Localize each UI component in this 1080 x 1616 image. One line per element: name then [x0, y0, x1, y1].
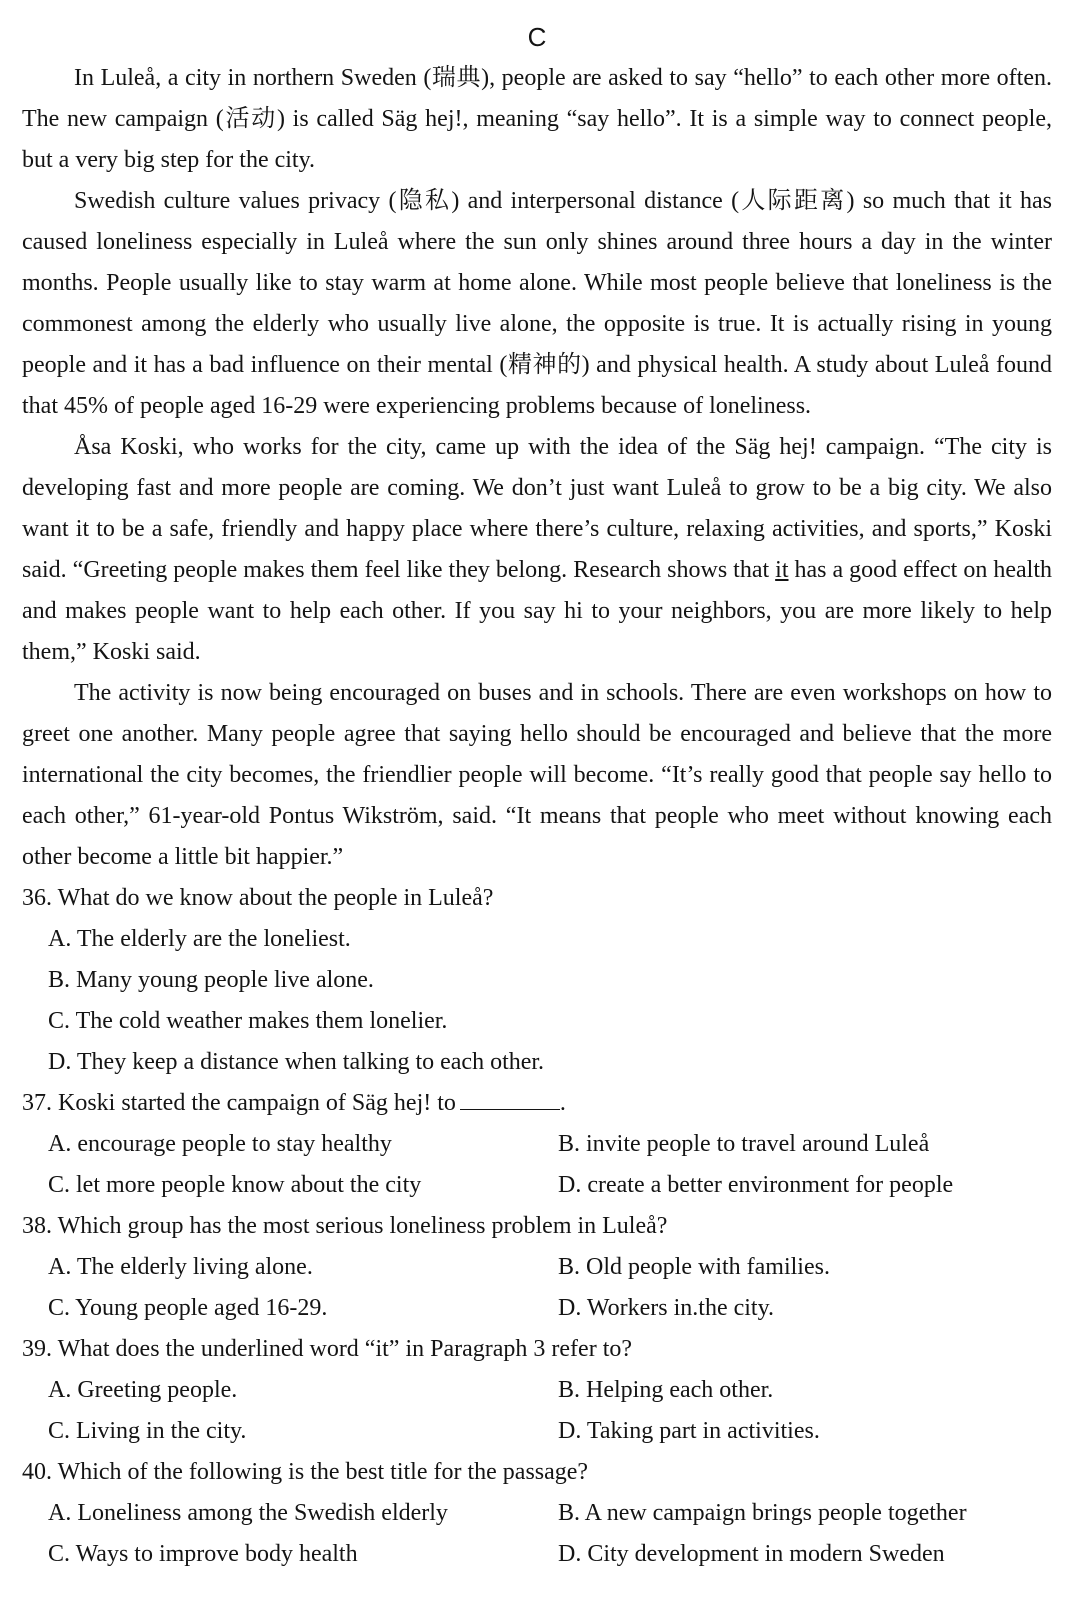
question-36-option-d[interactable]: D. They keep a distance when talking to each other.	[48, 1049, 545, 1075]
paragraph-3-text-after: has a good effect on health and makes people want to help each other. If you say hi to your neighbors, you are more likely to help them,” Koski said.	[22, 557, 1052, 665]
answer-blank	[460, 1089, 560, 1110]
question-37-option-c[interactable]: C. let more people know about the city	[48, 1172, 422, 1198]
question-37-stem-line	[22, 1083, 1052, 1124]
question-38-option-d[interactable]: D. Workers in.the city.	[558, 1295, 775, 1321]
question-38	[22, 1206, 1052, 1329]
question-39-option-b[interactable]: B. Helping each other.	[558, 1377, 774, 1403]
question-36-option-c[interactable]: C. The cold weather makes them lonelier.	[48, 1008, 448, 1034]
question-40-option-b[interactable]: B. A new campaign brings people together	[558, 1500, 967, 1526]
question-40-option-d[interactable]: D. City development in modern Sweden	[558, 1541, 945, 1567]
passage-paragraph-4: The activity is now being encouraged on buses and in schools. There are even workshops on how to greet one another. Many people agree that saying hello should be encouraged and believe that the more international the city becomes, the friendlier people will become. “It’s really good that people say hello to each other,” 61-year-old Pontus Wikström, said. “It means that people who meet without knowing each other become a little bit happier.”	[22, 680, 1052, 870]
passage-paragraph-2: Swedish culture values privacy (隐私) and interpersonal distance (人际距离) so much that it has caused loneliness especially in Luleå where the sun only shines around three hours a day in the winter months. People usually like to stay warm at home alone. While most people believe that loneliness is the commonest among the elderly who usually live alone, the opposite is true. It is actually rising in young people and it has a bad influence on their mental (精神的) and physical health. A study about Luleå found that 45% of people aged 16-29 were experiencing problems because of loneliness.	[22, 188, 1052, 419]
question-38-option-b[interactable]: B. Old people with families.	[558, 1254, 830, 1280]
question-40-option-a[interactable]: A. Loneliness among the Swedish elderly	[48, 1500, 448, 1526]
question-37-option-d[interactable]: D. create a better environment for people	[558, 1172, 954, 1198]
question-39	[22, 1329, 1052, 1452]
question-38-stem: 38. Which group has the most serious loneliness problem in Luleå?	[22, 1213, 668, 1239]
underlined-word-it: it	[775, 557, 789, 583]
question-40-options	[22, 1493, 1052, 1575]
passage-paragraph-1: In Luleå, a city in northern Sweden (瑞典), people are asked to say “hello” to each other more often. The new campaign (活动) is called Säg hej!, meaning “say hello”. It is a simple way to connect people, but a very big step for the city.	[22, 65, 1052, 173]
question-36-option-b[interactable]: B. Many young people live alone.	[48, 967, 374, 993]
question-40-stem: 40. Which of the following is the best title for the passage?	[22, 1459, 589, 1485]
question-37-options	[22, 1124, 1052, 1206]
passage-paragraph-3	[22, 427, 1052, 673]
question-39-option-d[interactable]: D. Taking part in activities.	[558, 1418, 820, 1444]
question-38-options	[22, 1247, 1052, 1329]
question-37-stem-end: .	[559, 1090, 566, 1116]
question-36-option-a[interactable]: A. The elderly are the loneliest.	[48, 926, 351, 952]
question-37-option-a[interactable]: A. encourage people to stay healthy	[48, 1131, 392, 1157]
question-36	[22, 878, 1052, 1083]
paragraph-3-text-before: Åsa Koski, who works for the city, came up with the idea of the Säg hej! campaign. “The city is developing fast and more people are coming. We don’t just want Luleå to grow to be a big city. We also want it to be a safe, friendly and happy place where there’s culture, relaxing activities, and sports,” Koski said. “Greeting people makes them feel like they belong. Research shows that	[22, 434, 1052, 583]
section-letter: C	[527, 22, 547, 52]
question-37-option-b[interactable]: B. invite people to travel around Luleå	[558, 1131, 930, 1157]
question-39-option-c[interactable]: C. Living in the city.	[48, 1418, 247, 1444]
question-38-option-a[interactable]: A. The elderly living alone.	[48, 1254, 313, 1280]
question-36-options	[22, 919, 1052, 1083]
question-39-stem: 39. What does the underlined word “it” in Paragraph 3 refer to?	[22, 1336, 633, 1362]
question-39-option-a[interactable]: A. Greeting people.	[48, 1377, 238, 1403]
question-39-options	[22, 1370, 1052, 1452]
question-38-option-c[interactable]: C. Young people aged 16-29.	[48, 1295, 328, 1321]
question-37	[22, 1083, 1052, 1206]
question-40-option-c[interactable]: C. Ways to improve body health	[48, 1541, 358, 1567]
question-40	[22, 1452, 1052, 1575]
question-36-stem: 36. What do we know about the people in Luleå?	[22, 885, 494, 911]
question-37-stem: 37. Koski started the campaign of Säg hej! to	[22, 1090, 456, 1116]
